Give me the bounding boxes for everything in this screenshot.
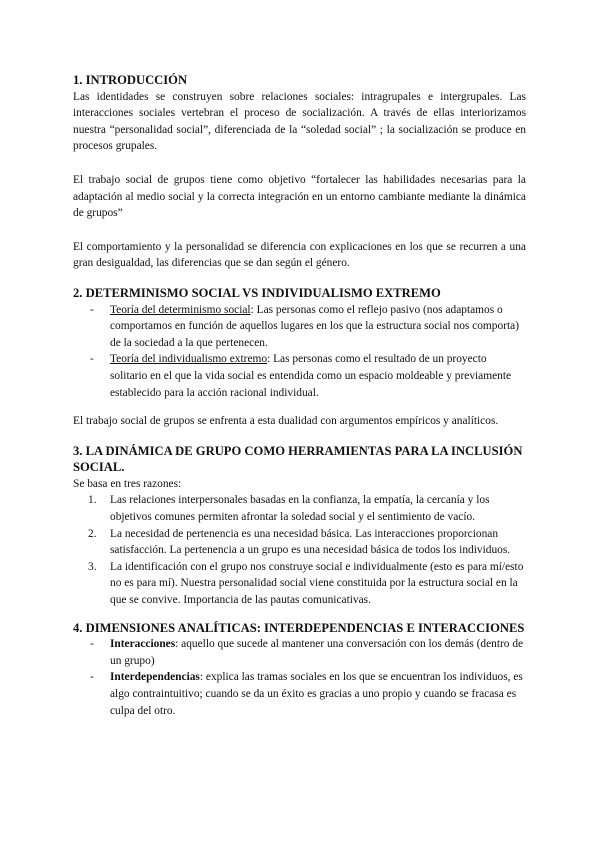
list-item [73, 302, 526, 352]
list-item [73, 526, 526, 559]
section-title-determinismo: 2. DETERMINISMO SOCIAL VS INDIVIDUALISMO EXTREMO [73, 285, 441, 300]
list-item [73, 669, 526, 719]
item-number: 1. [88, 494, 97, 507]
item-number: 2. [88, 527, 97, 540]
list-item [73, 351, 526, 401]
intro-paragraph-2: El trabajo social de grupos tiene como objetivo “fortalecer las habilidades necesarias para la adaptación al medio social y la correcta integración en un entorno cambiante mediante la dinámica de grupos” [73, 173, 526, 220]
dynamics-list [73, 492, 526, 608]
dimensions-list [73, 636, 526, 719]
paragraph-gap [73, 155, 526, 172]
item-text: La identificación con el grupo nos construye social e individualmente (esto es para mí/esto no es para mí). Nuestra personalidad social viene constituida por la estructura social en la que se convive. Importancia de las pautas comunicativas. [110, 560, 524, 607]
intro-paragraph-1: Las identidades se construyen sobre relaciones sociales: intragrupales e intergrupales. Las interacciones sociales vertebran el proceso de socialización. A través de ellas interiorizamos nuestra “personalidad social”, diferenciada de la “soledad social” ; la socialización se produce en procesos grupales. [73, 90, 526, 153]
section-title-dimensiones: 4. DIMENSIONES ANALÍTICAS: INTERDEPENDENCIAS E INTERACCIONES [73, 620, 525, 635]
item-text: Las relaciones interpersonales basadas en la confianza, la empatía, la cercanía y los objetivos comunes permiten afrontar la soledad social y el sentimiento de vacío. [110, 494, 490, 524]
bullet-dash: - [90, 671, 94, 684]
item-number: 3. [88, 560, 97, 573]
section-title-dinamica: 3. LA DINÁMICA DE GRUPO COMO HERRAMIENTAS PARA LA INCLUSIÓN SOCIAL. [73, 443, 523, 475]
list-item [73, 492, 526, 525]
list-item [73, 636, 526, 669]
bullet-dash: - [90, 303, 94, 316]
item-text: La necesidad de pertenencia es una necesidad básica. Las interacciones proporcionan satisfacción. La pertenencia a un grupo es una necesidad básica de todos los individuos. [110, 527, 511, 557]
intro-paragraph-3: El comportamiento y la personalidad se diferencia con explicaciones en los que se recurren a una gran desigualdad, las diferencias que se dan según el género. [73, 240, 526, 270]
term-description: : explica las tramas sociales en los que se encuentran los individuos, es algo contraintuitivo; cuando se da un éxito es gracias a uno propio y cuando se fracasa es culpa del otro. [110, 671, 523, 717]
determinism-list [73, 302, 526, 402]
list-item [73, 559, 526, 609]
term-determinismo: Teoría del determinismo social [110, 303, 251, 316]
bullet-dash: - [90, 638, 94, 651]
term-interdependencias: Interdependencias [110, 671, 200, 684]
term-individualismo: Teoría del individualismo extremo [110, 353, 268, 366]
bullet-dash: - [90, 353, 94, 366]
term-description: : Las personas como el reflejo pasivo (nos adaptamos o comportamos en función de aquellos lugares en los que la estructura social nos comporta) de la sociedad a la que pertenecen. [110, 303, 519, 349]
determinism-closing: El trabajo social de grupos se enfrenta a esta dualidad con argumentos empíricos y analíticos. [73, 415, 499, 428]
term-description: : aquello que sucede al mantener una conversación con los demás (dentro de un grupo) [110, 638, 524, 667]
section-title-introduccion: 1. INTRODUCCIÓN [73, 73, 188, 87]
paragraph-gap [73, 222, 526, 239]
term-description: : Las personas como el resultado de un proyecto solitario en el que la vida social es entendida como un espacio moldeable y previamente establecido para la acción racional individual. [110, 353, 512, 399]
term-interacciones: Interacciones [110, 638, 176, 651]
dynamics-lead: Se basa en tres razones: [73, 477, 182, 490]
